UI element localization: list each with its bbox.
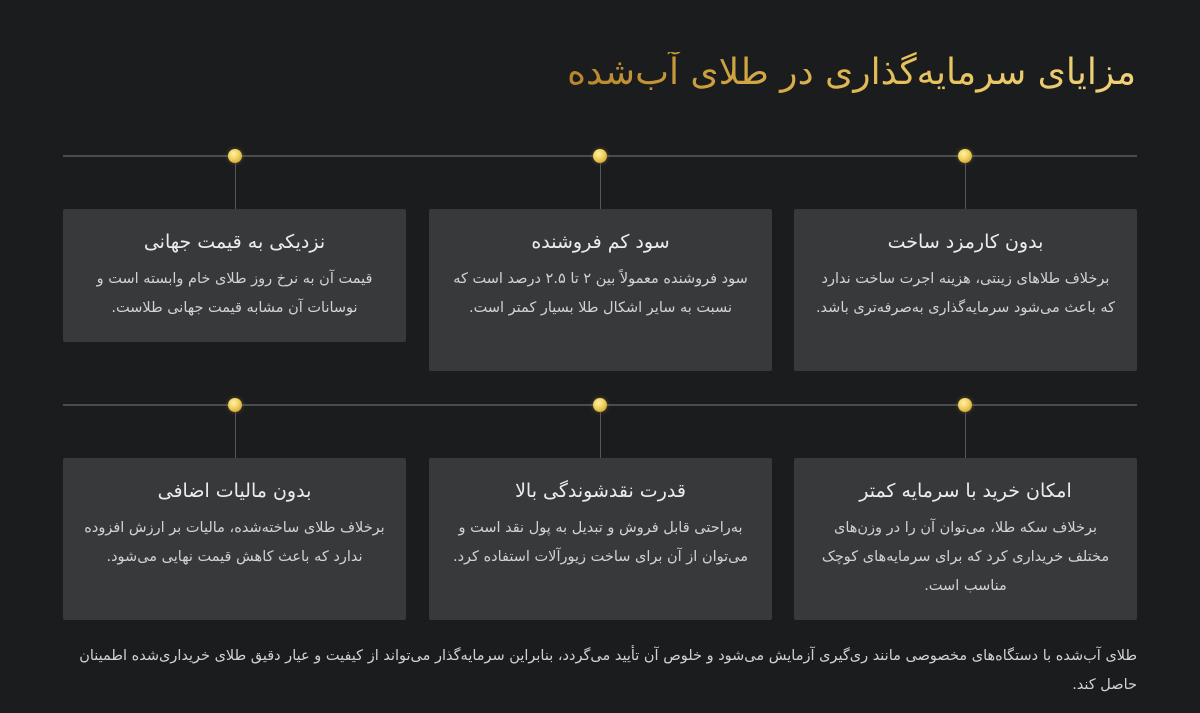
- card-low-capital-purchase: [794, 458, 1137, 620]
- card-title: امکان خرید با سرمایه کمتر: [859, 480, 1072, 502]
- card-title: نزدیکی به قیمت جهانی: [143, 231, 326, 253]
- card-no-extra-tax: [63, 458, 406, 620]
- card-text: برخلاف طلای ساخته‌شده، مالیات بر ارزش افزوده ندارد که باعث کاهش قیمت نهایی می‌شود.: [84, 520, 385, 565]
- connector-6: [235, 412, 236, 458]
- page-title: مزایای سرمایه‌گذاری در طلای آب‌شده: [567, 52, 1136, 93]
- timeline-dot-4: [958, 398, 972, 412]
- card-text: قیمت آن به نرخ روز طلای خام وابسته است و نوسانات آن مشابه قیمت جهانی طلاست.: [96, 271, 373, 316]
- card-close-to-global-price: [63, 209, 406, 342]
- timeline-dot-3: [228, 149, 242, 163]
- card-title: بدون مالیات اضافی: [157, 480, 312, 502]
- card-text: به‌راحتی قابل فروش و تبدیل به پول نقد است و می‌توان از آن برای ساخت زیورآلات استفاده کرد.: [452, 520, 749, 565]
- card-title: بدون کارمزد ساخت: [887, 231, 1044, 253]
- connector-2: [600, 163, 601, 209]
- connector-4: [965, 412, 966, 458]
- card-text: سود فروشنده معمولاً بین ۲ تا ۲.۵ درصد است که نسبت به سایر اشکال طلا بسیار کمتر است.: [453, 271, 748, 316]
- timeline-dot-1: [958, 149, 972, 163]
- card-title: سود کم فروشنده: [531, 231, 670, 253]
- timeline-dot-6: [228, 398, 242, 412]
- timeline-dot-5: [593, 398, 607, 412]
- connector-1: [965, 163, 966, 209]
- connector-3: [235, 163, 236, 209]
- card-title: قدرت نقدشوندگی بالا: [515, 480, 686, 502]
- card-low-seller-profit: [429, 209, 772, 371]
- card-high-liquidity: [429, 458, 772, 620]
- footer-note: طلای آب‌شده با دستگاه‌های مخصوصی مانند ری‌گیری آزمایش می‌شود و خلوص آن تأیید می‌گردد، بنابراین سرمایه‌گذار می‌تواند از کیفیت و عیار دقیق طلای خریداری‌شده اطمینان حاصل کند.: [79, 648, 1137, 693]
- connector-5: [600, 412, 601, 458]
- card-no-making-fee: [794, 209, 1137, 371]
- card-text: برخلاف طلاهای زینتی، هزینه اجرت ساخت ندارد که باعث می‌شود سرمایه‌گذاری به‌صرفه‌تری باشد.: [815, 271, 1116, 316]
- card-text: برخلاف سکه طلا، می‌توان آن را در وزن‌های مختلف خریداری کرد که برای سرمایه‌های کوچک مناسب است.: [821, 520, 1110, 594]
- timeline-dot-2: [593, 149, 607, 163]
